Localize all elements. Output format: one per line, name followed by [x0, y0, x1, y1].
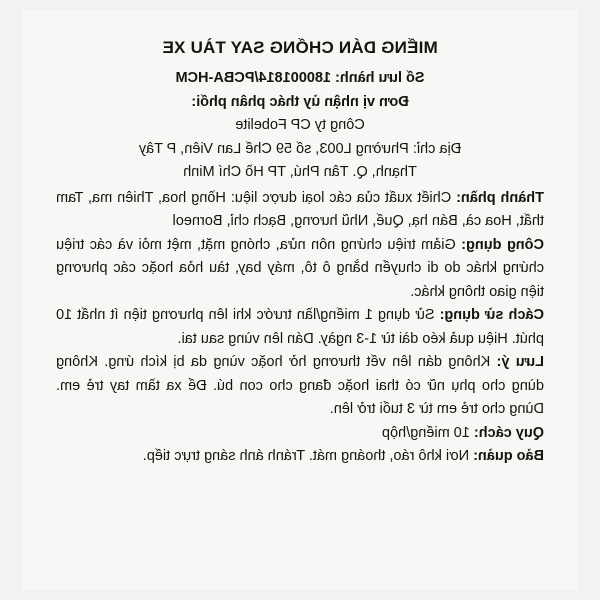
- spec-block: [56, 422, 544, 445]
- product-label-sheet: [22, 10, 578, 590]
- caution-text: Không dán lên vết thương hở hoặc vùng da bị kích ứng. Không dùng cho phụ nữ có thai hoặc đang cho con bú. Để xa tầm tay trẻ em. Dùng cho trẻ em từ 3 tuổi trở lên.: [56, 354, 544, 418]
- usage-label: Cách sử dụng:: [439, 307, 544, 324]
- uses-text: Giảm triệu chứng nôn nửa, chóng mặt, mệt mỏi và các triệu chứng khác do di chuyển bằng ô tô, máy bay, tàu hỏa hoặc các phương tiện giao thông khác.: [56, 236, 544, 300]
- uses-block: [56, 234, 544, 304]
- page-title: MIẾNG DÁN CHỐNG SAY TÀU XE: [162, 38, 438, 57]
- storage-text: Nơi khô ráo, thoáng mát. Tránh ánh sáng trực tiếp.: [142, 448, 470, 465]
- usage-text: Sử dụng 1 miếng/lần trước khi lên phương tiện ít nhất 10 phút. Hiệu quả kéo dài từ 1-3 ngày. Dán lên vùng sau tai.: [56, 307, 544, 347]
- address-line-2: Thạnh, Q. Tân Phú, TP Hồ Chí Minh: [183, 164, 417, 181]
- caution-label: Lưu ý:: [496, 354, 544, 371]
- caution-block: [56, 351, 544, 421]
- usage-block: [56, 304, 544, 351]
- company-name: Công ty CP Fobelite: [235, 117, 365, 134]
- spec-label: Quy cách:: [473, 424, 544, 441]
- ingredients-text: Chiết xuất của các loại dược liệu: Hồng hoa, Thiên ma, Tam thất, Hoa cà, Bán hạ, Quế, Nhũ hương, Bạch chỉ, Borneol: [56, 189, 544, 230]
- storage-block: [56, 445, 544, 468]
- registration-number: Số lưu hành: 180001814/PCBA-HCM: [175, 70, 425, 87]
- uses-label: Công dụng:: [461, 236, 544, 253]
- address-line-1: Địa chỉ: Phường L003, số 59 Chế Lan Viên, P Tây: [138, 140, 462, 157]
- ingredients-block: [56, 187, 544, 234]
- storage-label: Bảo quản:: [473, 448, 544, 465]
- ingredients-label: Thành phần:: [456, 189, 544, 206]
- distributor-label: Đơn vị nhận ủy thác phân phối:: [191, 93, 409, 110]
- spec-text: 10 miếng/hộp: [381, 424, 470, 441]
